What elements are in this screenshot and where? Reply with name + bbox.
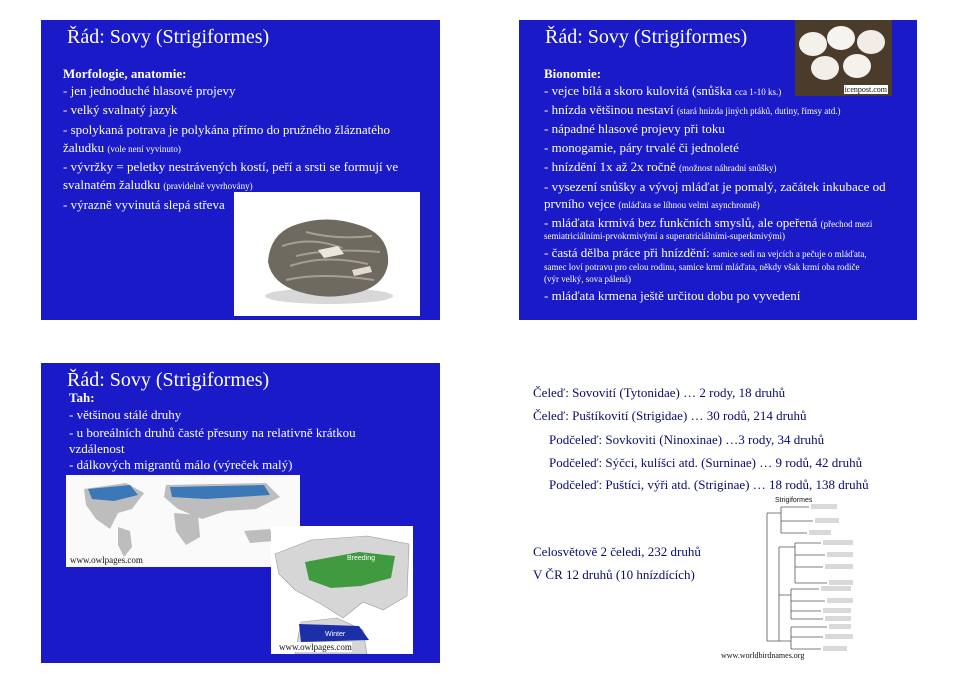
text-part: prvního vejce bbox=[544, 196, 616, 211]
text-line bbox=[544, 196, 760, 212]
text-line: vzdálenost bbox=[69, 441, 125, 456]
text-part: - hnízdění 1x až 2x ročně bbox=[544, 159, 676, 174]
note-text: (možnost náhradní snůšky) bbox=[679, 163, 777, 173]
note-text: (pravidelně vyvrhovány) bbox=[163, 181, 253, 191]
text-line bbox=[544, 83, 781, 99]
note-text: (přechod mezi bbox=[820, 219, 873, 229]
text-line bbox=[544, 215, 872, 231]
slide-title: Řád: Sovy (Strigiformes) bbox=[67, 26, 270, 48]
slide-migration bbox=[41, 363, 440, 663]
map-credit: www.owlpages.com bbox=[279, 642, 352, 652]
text-line: - velký svalnatý jazyk bbox=[63, 102, 178, 117]
text-line: (výr velký, sova pálená) bbox=[544, 274, 631, 284]
text-line: - vysezení snůšky a vývoj mláďat je pomalý, začátek inkubace od bbox=[544, 179, 886, 194]
world-range-map bbox=[66, 475, 300, 567]
text-line bbox=[544, 245, 867, 261]
note-text: (stará hnízda jiných ptáků, dutiny, římsy atd.) bbox=[676, 106, 841, 116]
text-line: Čeleď: Puštíkovití (Strigidae) … 30 rodů, 214 druhů bbox=[533, 408, 807, 423]
text-part: žaludku bbox=[63, 140, 105, 155]
owl-eggs-photo bbox=[795, 20, 892, 96]
text-part: - hnízda většinou nestaví bbox=[544, 102, 674, 117]
slide-taxonomy bbox=[519, 363, 917, 663]
section-heading: Morfologie, anatomie: bbox=[63, 66, 187, 81]
text-line: samec loví potravu pro celou rodinu, samice krmí mláďata, někdy však krmí oba rodiče bbox=[544, 262, 860, 272]
text-part: - mláďata krmivá bez funkčních smyslů, ale opeřená bbox=[544, 215, 818, 230]
tree-title: Strigiformes bbox=[775, 497, 813, 504]
text-line: Podčeleď: Sýčci, kulíšci atd. (Surninae) … 9 rodů, 42 druhů bbox=[549, 455, 863, 470]
note-text: (mláďata se líhnou velmi asynchronně) bbox=[618, 200, 760, 210]
text-line: Čeleď: Sovovití (Tytonidae) … 2 rody, 18 druhů bbox=[533, 385, 786, 400]
text-part: svalnatém žaludku bbox=[63, 177, 161, 192]
text-line: - u boreálních druhů časté přesuny na relativně krátkou bbox=[69, 425, 356, 440]
text-line: - spolykaná potrava je polykána přímo do pružného žláznatého bbox=[63, 122, 391, 137]
text-line bbox=[544, 159, 777, 175]
map-label-breeding: Breeding bbox=[347, 555, 376, 562]
text-line: - jen jednoduché hlasové projevy bbox=[63, 83, 236, 98]
text-part: - častá dělba práce při hnízdění: bbox=[544, 245, 710, 260]
map-credit: www.owlpages.com bbox=[70, 555, 143, 565]
slide-bionomy bbox=[519, 20, 917, 320]
eurasia-range-map bbox=[271, 526, 413, 654]
text-line: semiatriciálními-prvokrmivými a superatriciálními-superkmivými) bbox=[544, 231, 785, 241]
slide-morphology bbox=[41, 20, 440, 320]
map-label-winter: Winter bbox=[325, 631, 346, 638]
text-line bbox=[544, 102, 841, 118]
text-part: - vejce bílá a skoro kulovitá (snůška bbox=[544, 83, 732, 98]
tree-credit: www.worldbirdnames.org bbox=[721, 651, 805, 660]
text-line: - výrazně vyvinutá slepá střeva bbox=[63, 197, 225, 212]
phylogeny-tree-figure bbox=[721, 495, 899, 663]
section-heading: Bionomie: bbox=[544, 66, 602, 81]
text-line bbox=[63, 177, 253, 193]
text-line: - mláďata krmena ještě určitou dobu po vyvedení bbox=[544, 288, 801, 303]
text-line: - nápadné hlasové projevy při toku bbox=[544, 121, 725, 136]
text-line: Podčeleď: Puštíci, výři atd. (Striginae) … 18 rodů, 138 druhů bbox=[549, 477, 869, 492]
photo-credit: icenpost.com bbox=[844, 85, 887, 94]
text-line: - většinou stálé druhy bbox=[69, 407, 182, 422]
note-text: samice sedí na vejcích a pečuje o mláďata, bbox=[712, 249, 867, 259]
text-line: Celosvětově 2 čeledi, 232 druhů bbox=[533, 544, 701, 559]
text-line: - monogamie, páry trvalé či jednoleté bbox=[544, 140, 739, 155]
text-line: - dálkových migrantů málo (výreček malý) bbox=[69, 457, 293, 472]
text-line: - vývržky = peletky nestrávených kostí, peří a srsti se formují ve bbox=[63, 159, 399, 174]
slide-title: Řád: Sovy (Strigiformes) bbox=[67, 369, 270, 391]
section-heading: Tah: bbox=[69, 390, 95, 405]
note-text: (vole není vyvinuto) bbox=[107, 144, 181, 154]
note-text: cca 1-10 ks.) bbox=[734, 87, 782, 97]
text-line bbox=[63, 140, 181, 156]
text-line: V ČR 12 druhů (10 hnízdících) bbox=[533, 567, 695, 582]
owl-pellet-photo bbox=[234, 192, 420, 316]
slide-title: Řád: Sovy (Strigiformes) bbox=[545, 26, 748, 48]
text-line: Podčeleď: Sovkoviti (Ninoxinae) …3 rody, 34 druhů bbox=[549, 432, 825, 447]
